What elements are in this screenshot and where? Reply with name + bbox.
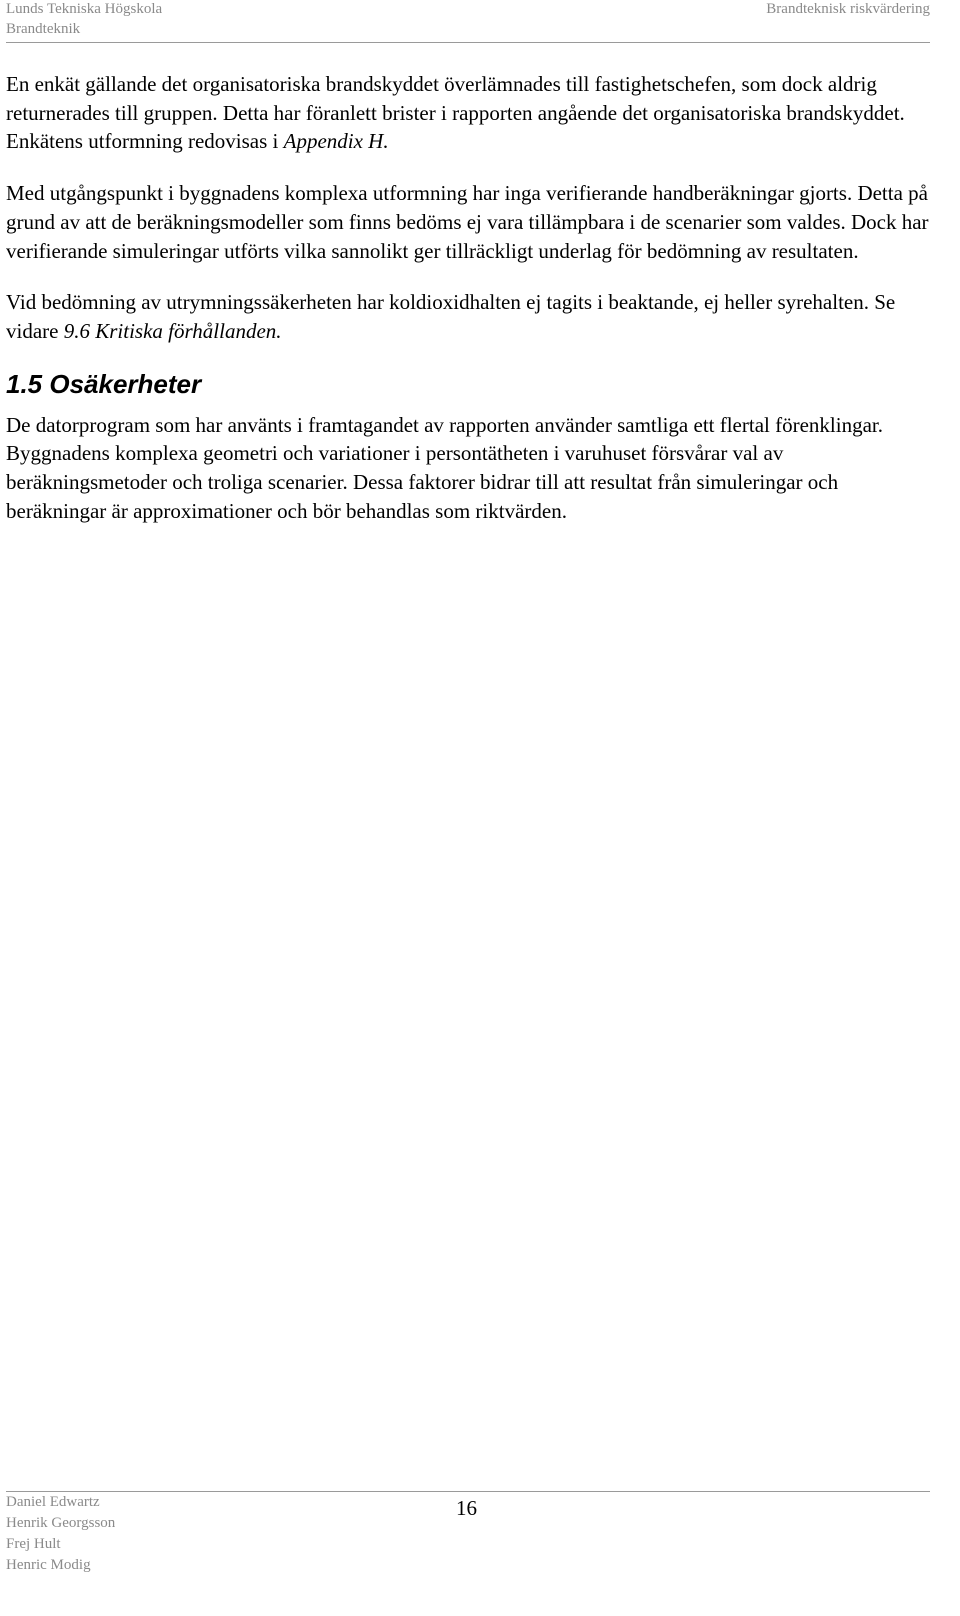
page-content <box>6 70 936 548</box>
author-name: Daniel Edwartz <box>6 1494 100 1510</box>
page-number: 16 <box>456 1496 477 1520</box>
header-institution: Lunds Tekniska Högskola <box>6 1 163 17</box>
page-footer <box>6 1491 930 1612</box>
author-name: Henrik Georgsson <box>6 1515 116 1531</box>
appendix-reference: Appendix H. <box>283 129 389 154</box>
section-reference: 9.6 Kritiska förhållanden. <box>63 318 282 343</box>
paragraph-verification: Med utgångspunkt i byggnadens komplexa utformning har inga verifierande handberäkningar gjorts. Detta på grund av att de beräkningsmodeller som finns bedöms ej vara tillämpbara i de scenarier som valdes. Dock har verifierande simuleringar utförts vilka sannolikt ger tillräckligt underlag för bedömning av resultaten. <box>6 181 929 263</box>
header-left <box>6 0 162 39</box>
section-heading-uncertainties: 1.5 Osäkerheter <box>6 368 202 399</box>
header-report-title: Brandteknisk riskvärdering <box>766 1 930 17</box>
page-header <box>6 0 930 43</box>
paragraph-uncertainties: De datorprogram som har använts i framtagandet av rapporten använder samtliga ett flertal förenklingar. Byggnadens komplexa geometri och variationer i persontätheten i varuhuset försvårar val av beräkningsmetoder och troliga scenarier. Dessa faktorer bidrar till att resultat från simuleringar och beräkningar är approximationer och bör behandlas som riktvärden. <box>6 412 883 523</box>
header-department: Brandteknik <box>6 21 81 37</box>
paragraph-evacuation-text: Vid bedömning av utrymningssäkerheten har koldioxidhalten ej tagits i beaktande, ej heller syrehalten. Se vidare <box>6 290 896 343</box>
paragraph-survey-text: En enkät gällande det organisatoriska brandskyddet överlämnades till fastighetschefen, som dock aldrig returnerades till gruppen. Detta har föranlett brister i rapporten angående det organisatoriska brandskyddet. Enkätens utformning redovisas i <box>6 72 905 154</box>
paragraph-survey <box>6 70 936 156</box>
author-name: Henric Modig <box>6 1557 91 1573</box>
paragraph-evacuation <box>6 288 936 345</box>
author-list <box>6 1492 115 1576</box>
author-name: Frej Hult <box>6 1536 61 1552</box>
